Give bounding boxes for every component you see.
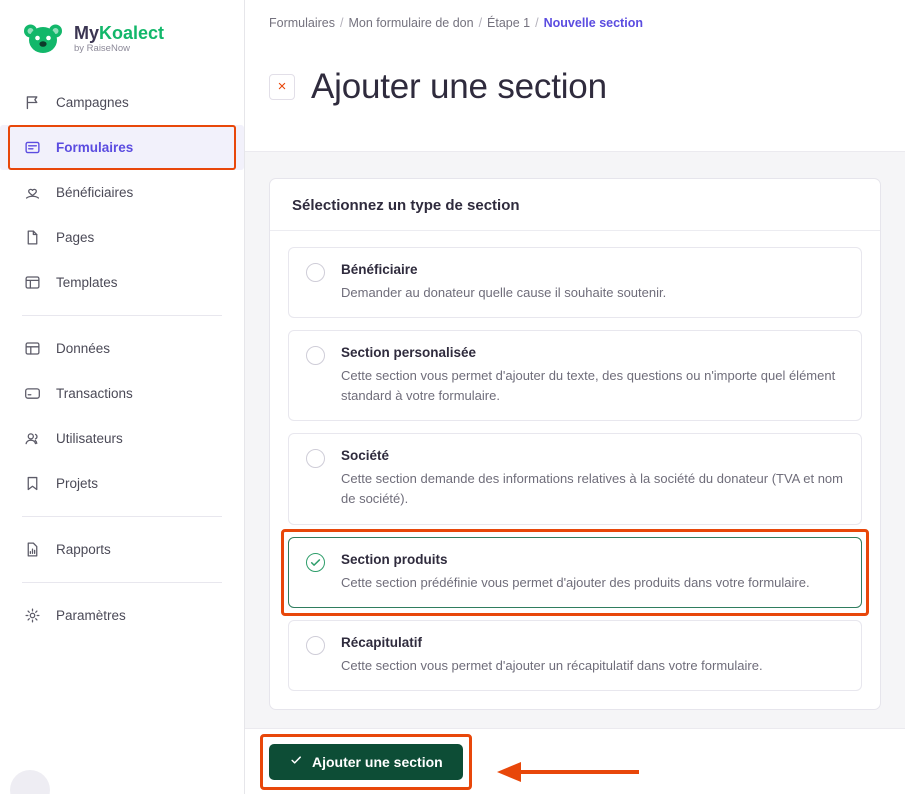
flag-icon <box>22 93 42 113</box>
sidebar-item-pages[interactable] <box>0 215 244 260</box>
brand-name <box>74 24 164 43</box>
sidebar-divider-2 <box>22 516 222 517</box>
breadcrumb-item-mon-formulaire-de-don[interactable]: Mon formulaire de don <box>348 16 474 30</box>
sidebar-divider-3 <box>22 582 222 583</box>
brand-subtitle: by RaiseNow <box>74 43 130 55</box>
option-title: Société <box>341 448 390 464</box>
close-icon[interactable]: × <box>269 74 295 100</box>
sidebar-item-beneficiaires[interactable] <box>0 170 244 215</box>
brand-text <box>74 24 164 55</box>
option-title: Section personalisée <box>341 345 477 361</box>
check-icon <box>289 753 303 770</box>
sidebar-item-formulaires[interactable] <box>0 125 244 170</box>
add-section-button[interactable] <box>269 744 463 780</box>
avatar[interactable] <box>10 770 50 794</box>
heart-hand-icon <box>22 183 42 203</box>
sidebar-item-label: Formulaires <box>56 140 134 155</box>
option-title: Bénéficiaire <box>341 261 418 277</box>
annotation-arrow <box>497 761 642 783</box>
sidebar-item-label: Bénéficiaires <box>56 185 134 200</box>
brand-name-part1: My <box>74 22 100 43</box>
breadcrumb-separator: / <box>535 16 539 30</box>
card-title: Sélectionnez un type de section <box>270 179 880 231</box>
option-description: Cette section vous permet d'ajouter du texte, des questions ou n'importe quel élément standard à votre formulaire. <box>341 368 836 404</box>
option-beneficiaire[interactable] <box>288 247 862 318</box>
gear-icon <box>22 606 42 626</box>
sidebar-divider-1 <box>22 315 222 316</box>
sidebar-item-label: Utilisateurs <box>56 431 123 446</box>
sidebar-item-label: Templates <box>56 275 118 290</box>
main-panel <box>245 0 905 794</box>
option-description: Cette section prédéfinie vous permet d'ajouter des produits dans votre formulaire. <box>341 574 810 590</box>
breadcrumb-item-formulaires[interactable]: Formulaires <box>269 16 335 30</box>
layout-icon <box>22 273 42 293</box>
option-recapitulatif[interactable] <box>288 620 862 691</box>
section-type-options <box>270 231 880 709</box>
sidebar-item-parametres[interactable] <box>0 593 244 638</box>
radio-checked-icon[interactable] <box>306 553 325 572</box>
option-section-personalisee[interactable] <box>288 330 862 421</box>
sidebar-item-label: Données <box>56 341 111 356</box>
form-icon <box>22 138 42 158</box>
page-title: Ajouter une section <box>311 67 607 107</box>
breadcrumb-separator: / <box>340 16 344 30</box>
sidebar <box>0 0 245 794</box>
section-type-card <box>269 178 881 710</box>
sidebar-item-label: Projets <box>56 476 99 491</box>
brand-logo-block[interactable] <box>0 0 244 74</box>
credit-card-icon <box>22 384 42 404</box>
sidebar-item-transactions[interactable] <box>0 371 244 416</box>
koala-logo-icon <box>22 18 64 60</box>
sidebar-item-utilisateurs[interactable] <box>0 416 244 461</box>
report-icon <box>22 540 42 560</box>
add-section-button-label: Ajouter une section <box>312 753 443 770</box>
sidebar-item-label: Paramètres <box>56 608 126 623</box>
option-section-produits[interactable] <box>288 537 862 608</box>
submit-button-wrapper <box>269 744 463 780</box>
option-description: Demander au donateur quelle cause il souhaite soutenir. <box>341 284 667 300</box>
radio-icon[interactable] <box>306 346 325 365</box>
breadcrumb-item-etape-1[interactable]: Étape 1 <box>487 16 531 30</box>
sidebar-item-label: Pages <box>56 230 95 245</box>
breadcrumb-separator: / <box>478 16 483 30</box>
breadcrumb-item-nouvelle-section[interactable]: Nouvelle section <box>543 16 643 30</box>
radio-icon[interactable] <box>306 263 325 282</box>
sidebar-item-label: Campagnes <box>56 95 129 110</box>
sidebar-item-templates[interactable] <box>0 260 244 305</box>
option-description: Cette section vous permet d'ajouter un récapitulatif dans votre formulaire. <box>341 657 763 673</box>
breadcrumb <box>245 0 905 30</box>
footer-action-bar <box>245 728 905 794</box>
bookmark-icon <box>22 474 42 494</box>
radio-icon[interactable] <box>306 449 325 468</box>
option-societe[interactable] <box>288 433 862 524</box>
option-title: Récapitulatif <box>341 634 423 650</box>
brand-name-part2: Koalect <box>99 22 165 43</box>
option-description: Cette section demande des informations relatives à la société du donateur (TVA et nom de société). <box>341 471 843 507</box>
sidebar-item-label: Transactions <box>56 386 133 401</box>
option-title: Section produits <box>341 551 448 567</box>
sidebar-item-projets[interactable] <box>0 461 244 506</box>
content-area <box>245 151 905 794</box>
sidebar-nav <box>0 74 244 638</box>
page-header <box>245 30 905 151</box>
sidebar-item-donnees[interactable] <box>0 326 244 371</box>
users-icon <box>22 429 42 449</box>
page-icon <box>22 228 42 248</box>
database-icon <box>22 339 42 359</box>
radio-icon[interactable] <box>306 636 325 655</box>
sidebar-item-campagnes[interactable] <box>0 80 244 125</box>
sidebar-item-label: Rapports <box>56 542 111 557</box>
sidebar-item-rapports[interactable] <box>0 527 244 572</box>
